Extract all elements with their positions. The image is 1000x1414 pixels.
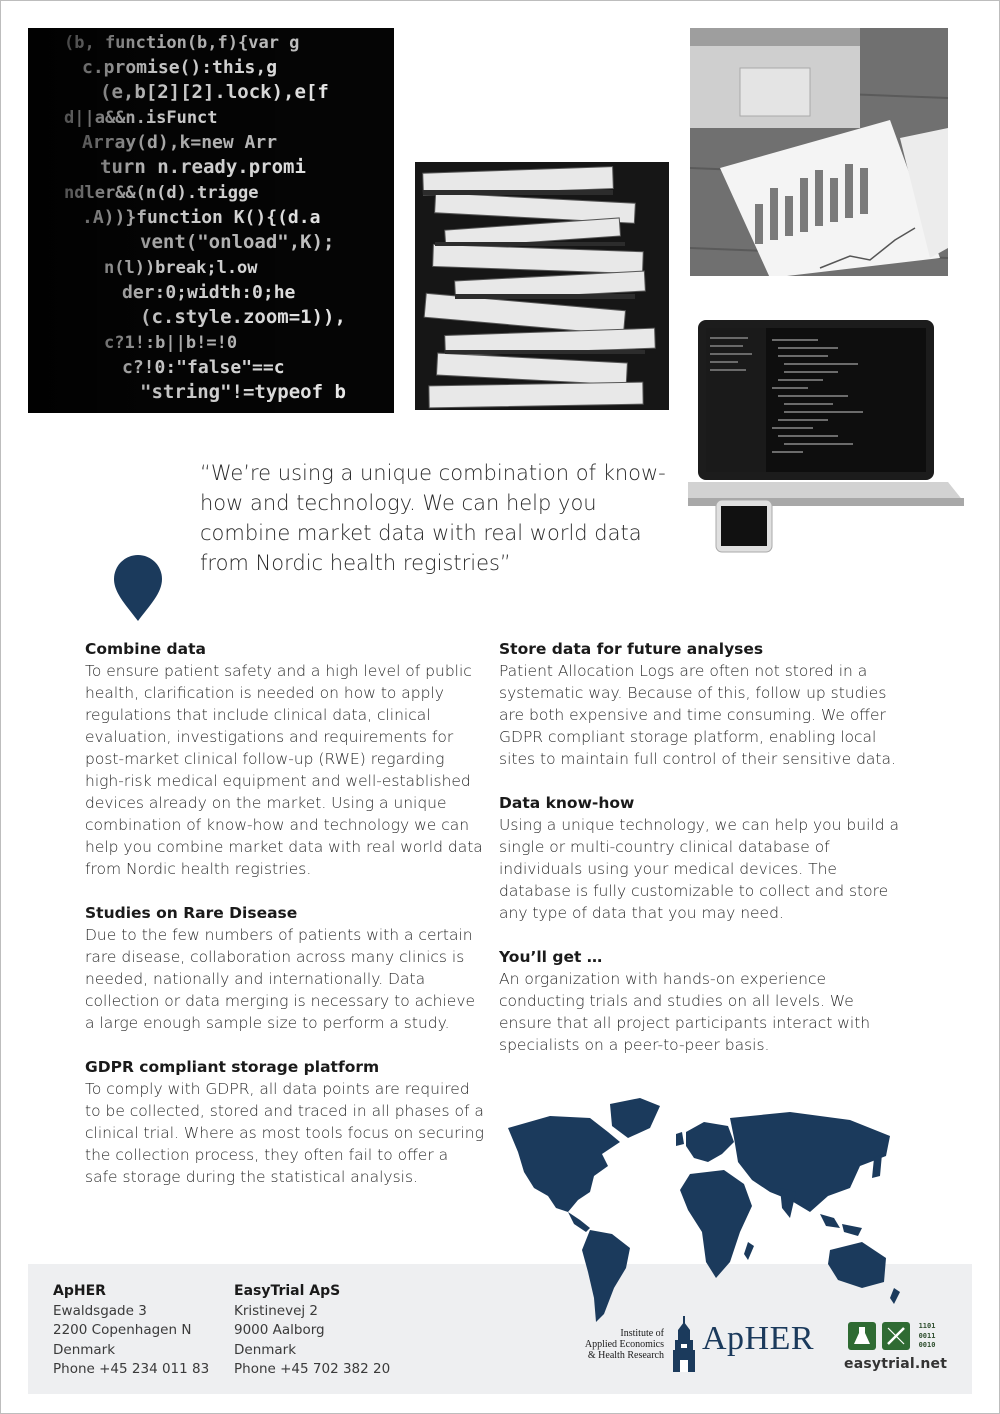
apher-logo bbox=[584, 1314, 824, 1374]
binary-line: 0011 bbox=[918, 1331, 936, 1340]
section-body: Using a unique technology, we can help you build a single or multi-country clinical database of individuals using your medical devices. The database is fully customizable to collect and store any type of data that you may need. bbox=[499, 816, 899, 922]
city: 2200 Copenhagen N bbox=[53, 1322, 192, 1338]
pull-quote: “We’re using a unique combination of know-how and technology. We can help you combine market data with real world data from Nordic health registries” bbox=[200, 461, 666, 575]
country: Denmark bbox=[234, 1341, 297, 1358]
street: Kristinevej 2 bbox=[234, 1302, 319, 1319]
books-photo bbox=[415, 162, 669, 410]
section-store-data bbox=[499, 638, 899, 770]
section-data-know-how bbox=[499, 792, 899, 924]
address-apher bbox=[53, 1282, 209, 1380]
section-body: An organization with hands-on experience conducting trials and studies on all levels. We ensure that all project participants interact with specialists on a peer-to-peer basis. bbox=[499, 970, 871, 1054]
location-pin-icon bbox=[112, 553, 164, 623]
company-name: EasyTrial ApS bbox=[234, 1283, 341, 1299]
left-column bbox=[85, 638, 485, 1210]
phone: Phone +45 702 382 20 bbox=[234, 1361, 391, 1377]
world-map bbox=[490, 1092, 910, 1332]
section-title: GDPR compliant storage platform bbox=[85, 1058, 380, 1076]
section-title: Combine data bbox=[85, 640, 206, 658]
section-body: To comply with GDPR, all data points are required to be collected, stored and traced in all phases of a clinical trial. Where as most tools focus on securing the collection process, they often fail to offer a safe storage during the statistical analysis. bbox=[85, 1080, 484, 1186]
section-body: Patient Allocation Logs are often not stored in a systematic way. Because of this, follow up studies are both expensive and time consuming. We offer GDPR compliant storage platform, enabling local sites to maintain full control of their sensitive data. bbox=[499, 662, 896, 768]
section-combine-data bbox=[85, 638, 485, 880]
section-youll-get bbox=[499, 946, 899, 1056]
section-title: Data know-how bbox=[499, 794, 635, 812]
section-body: Due to the few numbers of patients with a certain rare disease, collaboration across many clinics is needed, nationally and internationally. Data collection or data merging is necessary to achieve a large enough sample size to perform a study. bbox=[85, 926, 476, 1032]
binary-icon bbox=[914, 1322, 940, 1352]
right-column bbox=[499, 638, 899, 1078]
apher-line: Institute of bbox=[620, 1328, 664, 1339]
city: 9000 Aalborg bbox=[234, 1322, 325, 1338]
laptop-phone-photo bbox=[688, 318, 964, 564]
chart-desk-photo bbox=[690, 28, 948, 276]
easytrial-wordmark: easytrial.net bbox=[844, 1356, 948, 1372]
section-gdpr bbox=[85, 1056, 485, 1188]
apher-line: & Health Research bbox=[587, 1350, 664, 1361]
code-photo bbox=[28, 28, 394, 413]
street: Ewaldsgade 3 bbox=[53, 1302, 147, 1319]
country: Denmark bbox=[53, 1341, 116, 1358]
phone: Phone +45 234 011 83 bbox=[53, 1361, 210, 1377]
apher-line: Applied Economics bbox=[584, 1339, 664, 1350]
section-rare-disease bbox=[85, 902, 485, 1034]
section-title: Studies on Rare Disease bbox=[85, 904, 298, 922]
binary-line: 1101 bbox=[918, 1322, 936, 1330]
apher-wordmark: ApHER bbox=[702, 1320, 815, 1357]
address-easytrial bbox=[234, 1282, 390, 1380]
apher-institute-text bbox=[584, 1328, 664, 1361]
easytrial-logo bbox=[842, 1322, 952, 1378]
binary-line: 0010 bbox=[918, 1341, 936, 1349]
section-title: Store data for future analyses bbox=[499, 640, 764, 658]
tower-icon bbox=[670, 1316, 698, 1372]
section-title: You’ll get … bbox=[499, 948, 603, 966]
company-name: ApHER bbox=[53, 1283, 106, 1299]
section-body: To ensure patient safety and a high level of public health, clarification is needed on how to apply regulations that include clinical data, clinical evaluation, investigations and requirements for post-market clinical follow-up (RWE) regarding high-risk medical equipment and well-established devices already on the market. Using a unique combination of know-how and technology we can help you combine market data with real world data from Nordic health registries. bbox=[85, 662, 483, 878]
